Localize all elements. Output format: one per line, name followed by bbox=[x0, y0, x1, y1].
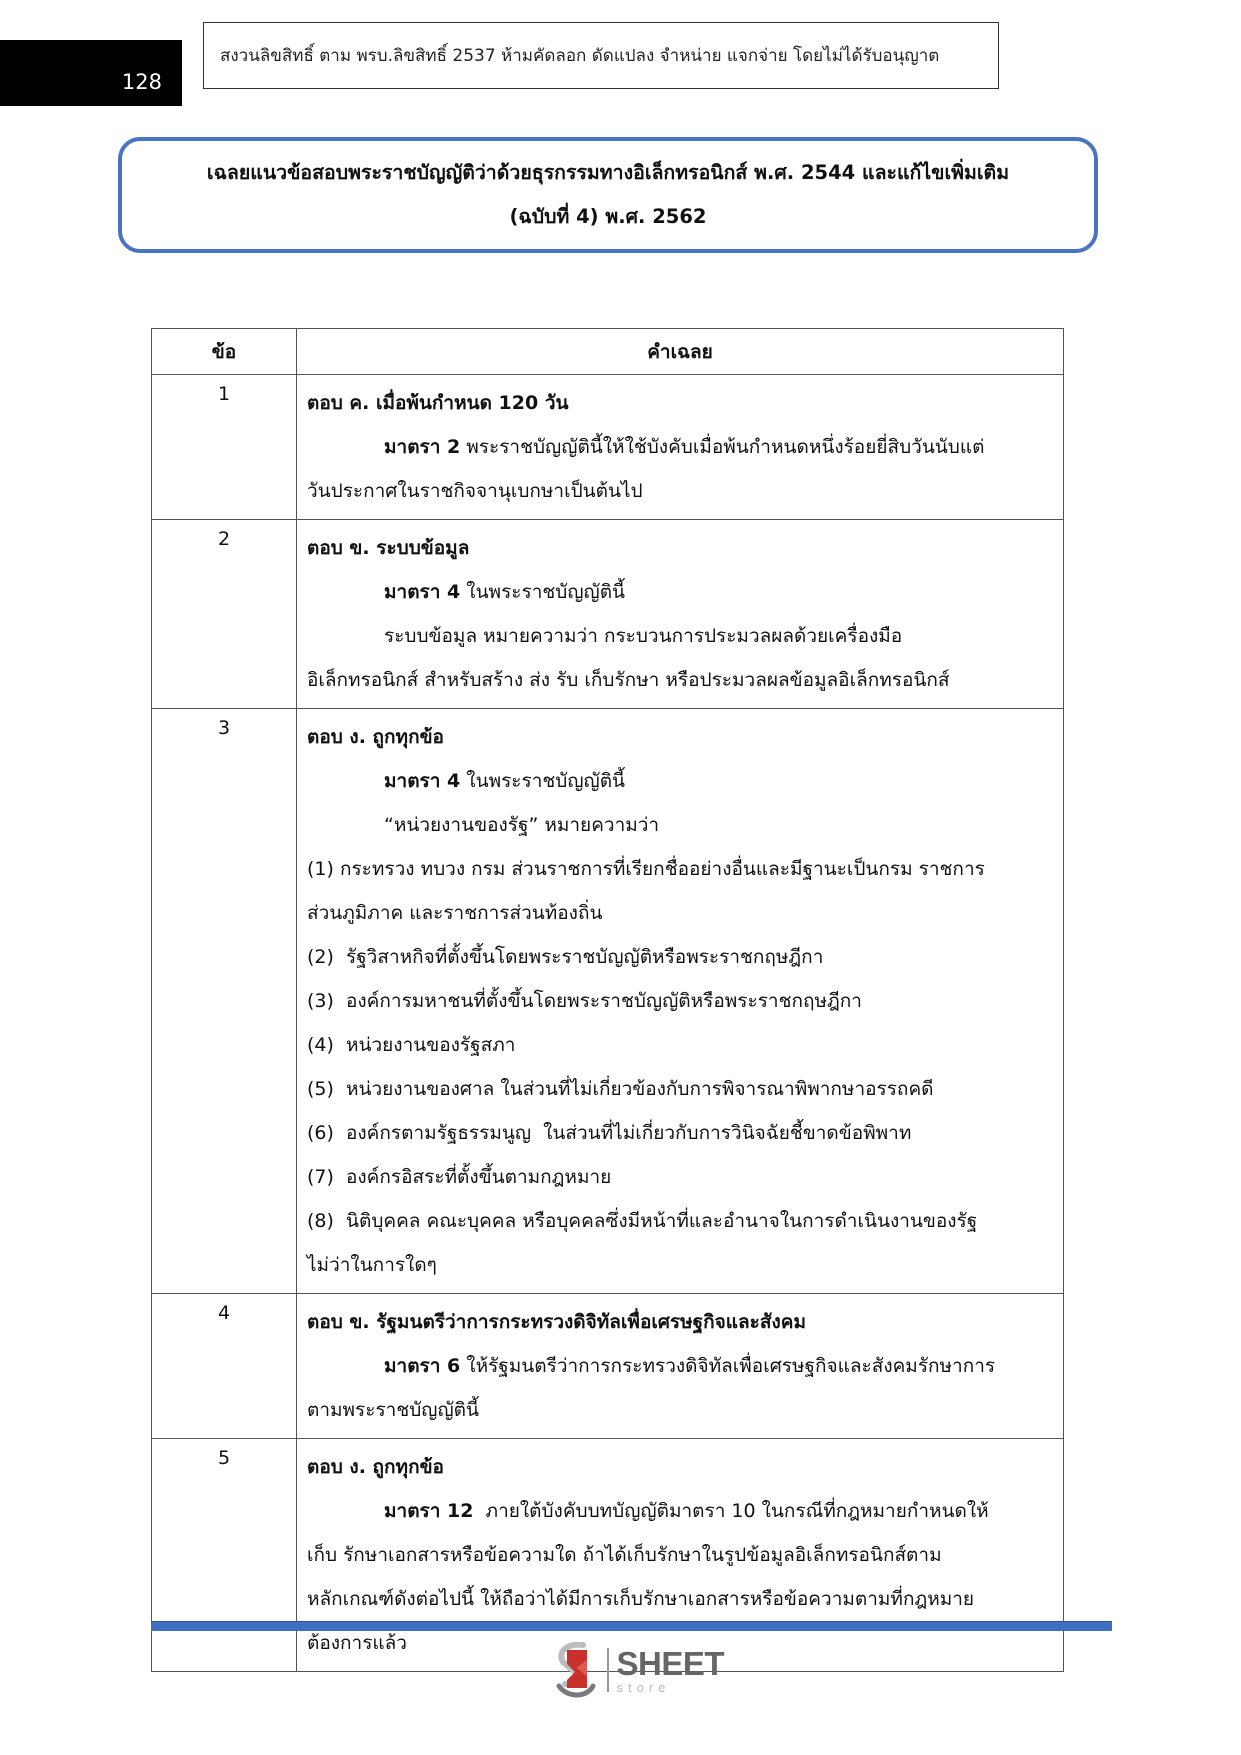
table-row bbox=[152, 1439, 1064, 1672]
definition-heading: “หน่วยงานของรัฐ” หมายความว่า bbox=[384, 814, 660, 836]
document-title-box bbox=[118, 137, 1098, 253]
explanation-line bbox=[307, 570, 1053, 614]
answer-cell bbox=[297, 520, 1064, 709]
explanation-text: ภายใต้บังคับบทบัญญัติมาตรา 10 ในกรณีที่กฎหมายกำหนดให้ bbox=[473, 1500, 989, 1522]
list-item-continuation: ไม่ว่าในการใดๆ bbox=[307, 1254, 437, 1276]
table-row bbox=[152, 520, 1064, 709]
explanation-text: ให้รัฐมนตรีว่าการกระทรวงดิจิทัลเพื่อเศรษฐกิจและสังคมรักษาการ bbox=[466, 1355, 996, 1377]
answer-cell bbox=[297, 1294, 1064, 1439]
explanation-line bbox=[307, 1344, 1053, 1388]
explanation-line: อิเล็กทรอนิกส์ สำหรับสร้าง ส่ง รับ เก็บรักษา หรือประมวลผลข้อมูลอิเล็กทรอนิกส์ bbox=[307, 669, 950, 691]
explanation-text: ในพระราชบัญญัตินี้ bbox=[460, 581, 626, 603]
sheet-store-logo bbox=[553, 1642, 724, 1698]
answer-choice: ตอบ ง. ถูกทุกข้อ bbox=[307, 726, 444, 748]
answer-key-table bbox=[151, 328, 1064, 1672]
section-label: มาตรา 6 bbox=[384, 1355, 461, 1377]
column-header-number: ข้อ bbox=[152, 329, 297, 375]
document-title-line-2: (ฉบับที่ 4) พ.ศ. 2562 bbox=[509, 205, 707, 228]
explanation-line: ต้องการแล้ว bbox=[307, 1632, 407, 1654]
logo-divider bbox=[607, 1648, 609, 1692]
list-item: (4) หน่วยงานของรัฐสภา bbox=[307, 1034, 516, 1056]
explanation-line bbox=[307, 425, 1053, 469]
section-label: มาตรา 4 bbox=[384, 770, 461, 792]
list-item-continuation: ส่วนภูมิภาค และราชการส่วนท้องถิ่น bbox=[307, 902, 603, 924]
logo-wordmark bbox=[616, 1644, 725, 1695]
explanation-line bbox=[307, 1489, 1053, 1533]
question-number: 4 bbox=[152, 1294, 297, 1439]
section-label: มาตรา 4 bbox=[384, 581, 461, 603]
list-item: (7) องค์กรอิสระที่ตั้งขึ้นตามกฎหมาย bbox=[307, 1166, 612, 1188]
list-item: (2) รัฐวิสาหกิจที่ตั้งขึ้นโดยพระราชบัญญัติหรือพระราชกฤษฎีกา bbox=[307, 946, 824, 968]
question-number: 5 bbox=[152, 1439, 297, 1672]
explanation-text: พระราชบัญญัตินี้ให้ใช้บังคับเมื่อพ้นกำหนดหนึ่งร้อยยี่สิบวันนับแต่ bbox=[466, 436, 985, 458]
explanation-line: ตามพระราชบัญญัตินี้ bbox=[307, 1399, 480, 1421]
column-header-answer: คำเฉลย bbox=[297, 329, 1064, 375]
answer-cell bbox=[297, 375, 1064, 520]
explanation-text: ในพระราชบัญญัตินี้ bbox=[466, 770, 626, 792]
list-item: (3) องค์การมหาชนที่ตั้งขึ้นโดยพระราชบัญญัติหรือพระราชกฤษฎีกา bbox=[307, 990, 862, 1012]
explanation-line: หลักเกณฑ์ดังต่อไปนี้ ให้ถือว่าได้มีการเก็บรักษาเอกสารหรือข้อความตามที่กฎหมาย bbox=[307, 1588, 975, 1610]
explanation-line: ระบบข้อมูล หมายความว่า กระบวนการประมวลผลด้วยเครื่องมือ bbox=[384, 625, 903, 647]
section-label: มาตรา 12 bbox=[384, 1500, 474, 1522]
logo-word-store: store bbox=[616, 1679, 671, 1695]
table-header-row bbox=[152, 329, 1064, 375]
list-item: (5) หน่วยงานของศาล ในส่วนที่ไม่เกี่ยวข้องกับการพิจารณาพิพากษาอรรถคดี bbox=[307, 1078, 934, 1100]
footer-divider-bar bbox=[151, 1621, 1112, 1631]
page-number bbox=[0, 40, 182, 106]
answer-cell bbox=[297, 1439, 1064, 1672]
answer-choice: ตอบ ง. ถูกทุกข้อ bbox=[307, 1456, 444, 1478]
list-item: (8) นิติบุคคล คณะบุคคล หรือบุคคลซึ่งมีหน้าที่และอำนาจในการดำเนินงานของรัฐ bbox=[307, 1210, 978, 1232]
question-number: 3 bbox=[152, 709, 297, 1294]
list-item: (1) กระทรวง ทบวง กรม ส่วนราชการที่เรียกชื่ออย่างอื่นและมีฐานะเป็นกรม ราชการ bbox=[307, 858, 985, 880]
answer-choice: ตอบ ค. เมื่อพ้นกำหนด 120 วัน bbox=[307, 392, 569, 414]
explanation-line: เก็บ รักษาเอกสารหรือข้อความใด ถ้าได้เก็บรักษาในรูปข้อมูลอิเล็กทรอนิกส์ตาม bbox=[307, 1544, 942, 1566]
list-item: (6) องค์กรตามรัฐธรรมนูญ ในส่วนที่ไม่เกี่ยวกับการวินิจฉัยชี้ขาดข้อพิพาท bbox=[307, 1122, 912, 1144]
copyright-notice-box bbox=[203, 22, 999, 89]
table-row bbox=[152, 1294, 1064, 1439]
answer-choice: ตอบ ข. ระบบข้อมูล bbox=[307, 537, 470, 559]
section-label: มาตรา 2 bbox=[384, 436, 461, 458]
sheet-store-s-icon bbox=[553, 1642, 601, 1698]
document-title-line-1: เฉลยแนวข้อสอบพระราชบัญญัติว่าด้วยธุรกรรมทางอิเล็กทรอนิกส์ พ.ศ. 2544 และแก้ไขเพิ่มเติม bbox=[206, 161, 1010, 184]
question-number: 1 bbox=[152, 375, 297, 520]
copyright-notice-text: สงวนลิขสิทธิ์ ตาม พรบ.ลิขสิทธิ์ 2537 ห้ามคัดลอก ดัดแปลง จำหน่าย แจกจ่าย โดยไม่ได้รับอนุญาต bbox=[220, 46, 940, 66]
explanation-line: วันประกาศในราชกิจจานุเบกษาเป็นต้นไป bbox=[307, 480, 643, 502]
logo-word-sheet: SHEET bbox=[616, 1644, 725, 1682]
table-row bbox=[152, 375, 1064, 520]
question-number: 2 bbox=[152, 520, 297, 709]
answer-choice: ตอบ ข. รัฐมนตรีว่าการกระทรวงดิจิทัลเพื่อเศรษฐกิจและสังคม bbox=[307, 1311, 806, 1333]
explanation-line bbox=[307, 759, 1053, 803]
answer-cell bbox=[297, 709, 1064, 1294]
table-row bbox=[152, 709, 1064, 1294]
page-number-text: 128 bbox=[121, 70, 162, 94]
